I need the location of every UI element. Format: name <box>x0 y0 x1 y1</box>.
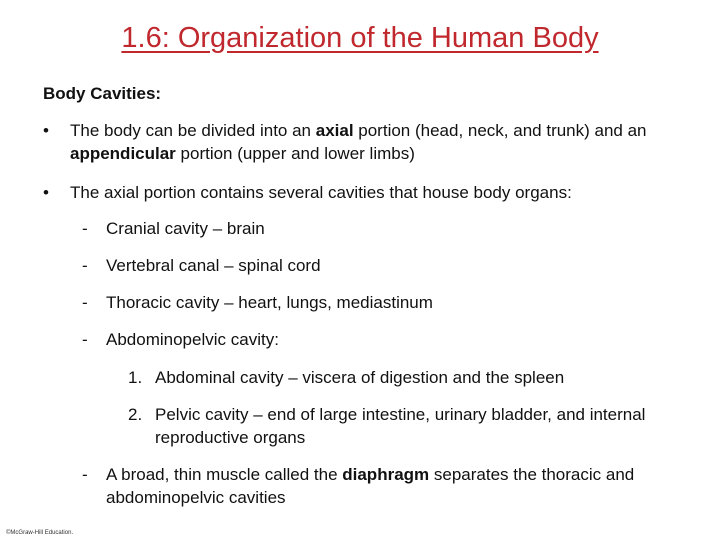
dash-mark: - <box>82 330 88 349</box>
number-mark: 1. <box>128 368 143 387</box>
copyright-notice: ©McGraw-Hill Education. <box>6 530 74 536</box>
dash-mark: - <box>82 256 88 275</box>
term-appendicular: appendicular <box>70 144 176 163</box>
bullet-item-axial-cavities <box>43 181 670 204</box>
list-item-cranial <box>82 217 646 240</box>
bullet-item-axial-appendicular <box>43 119 670 165</box>
page-title: 1.6: Organization of the Human Body <box>121 22 599 54</box>
term-axial: axial <box>315 121 354 140</box>
list-item-pelvic <box>128 403 655 449</box>
dash-mark: - <box>82 293 88 312</box>
list-item-text: A broad, thin muscle called the diaphragm separates the thoracic and abdominopelvic cavities <box>106 465 635 507</box>
list-item-text: Abdominopelvic cavity: <box>106 330 279 349</box>
list-item-abdominal <box>128 366 655 389</box>
dash-mark: - <box>82 465 88 484</box>
list-item-text: Vertebral canal – spinal cord <box>106 256 321 275</box>
list-item-vertebral <box>82 254 646 277</box>
number-mark: 2. <box>128 405 143 424</box>
list-item-text: Abdominal cavity – viscera of digestion and the spleen <box>155 368 565 387</box>
bullet-text: The axial portion contains several cavities that house body organs: <box>70 183 572 202</box>
list-item-thoracic <box>82 291 646 314</box>
list-item-text: Thoracic cavity – heart, lungs, mediastinum <box>106 293 433 312</box>
section-heading: Body Cavities: <box>43 84 162 103</box>
dash-mark: - <box>82 219 88 238</box>
term-diaphragm: diaphragm <box>342 465 430 484</box>
bullet-mark: • <box>43 183 49 202</box>
bullet-text: The body can be divided into an axial portion (head, neck, and trunk) and an appendicular portion (upper and lower limbs) <box>70 121 647 163</box>
list-item-text: Pelvic cavity – end of large intestine, urinary bladder, and internal reproductive organs <box>155 405 646 447</box>
list-item-diaphragm <box>82 463 646 509</box>
list-item-text: Cranial cavity – brain <box>106 219 265 238</box>
bullet-mark: • <box>43 121 49 140</box>
list-item-abdominopelvic <box>82 328 646 351</box>
